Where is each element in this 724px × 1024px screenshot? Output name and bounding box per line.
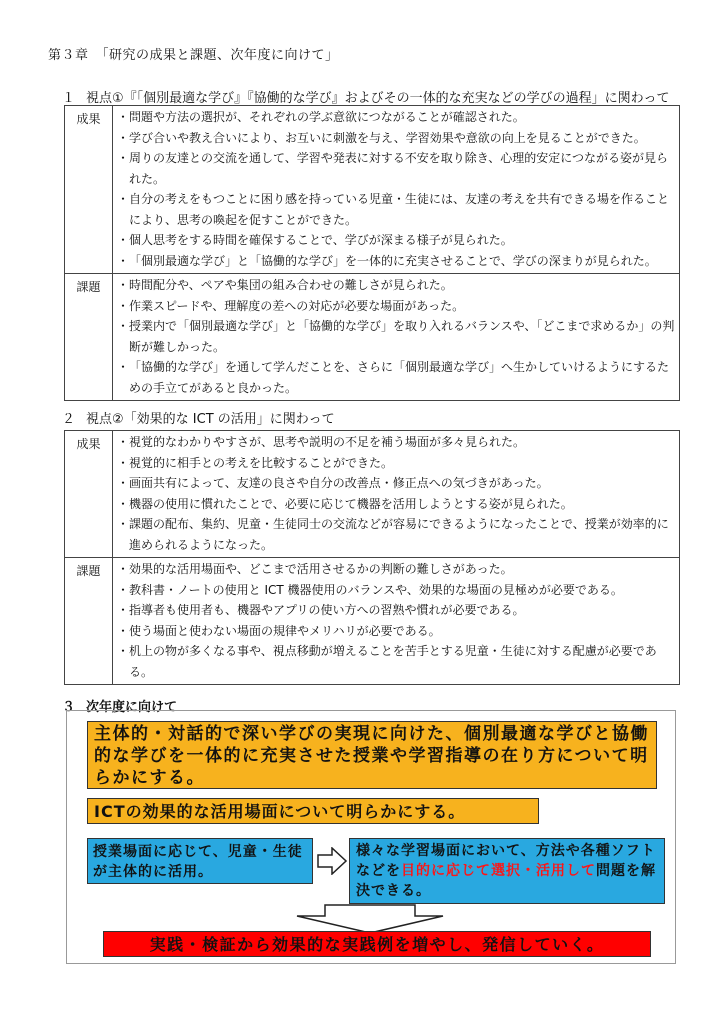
section1-title: 視点①『「個別最適な学び』『協働的な学び』およびその一体的な充実などの学びの過程」に関わって [86,91,670,106]
right-arrow-icon [317,847,347,875]
section1-issues-label: 課題 [65,274,113,401]
section3-number: ３ [62,700,76,715]
list-item-text: 授業内で「個別最適な学び」と「協働的な学び」を取り入れるバランスや、「どこまで求めるか」の判断が難しかった。 [129,319,675,354]
bullet-icon: ・ [117,455,130,470]
bullet-icon: ・ [117,360,130,374]
bullet-icon: ・ [117,130,130,145]
list-item [117,189,675,230]
chapter-title: 第３章 「研究の成果と課題、次年度に向けて」 [48,48,339,63]
section1-results-row [65,106,680,274]
list-item [117,621,675,642]
list-item-text: 機器の使用に慣れたことで、必要に応じて機器を活用しようとする姿が見られた。 [129,496,573,511]
list-item-text: 「個別最適な学び」と「協働的な学び」を一体的に充実させることで、学びの深まりが見られた。 [129,253,657,268]
ict-goal-box: ICTの効果的な活用場面について明らかにする。 [87,798,539,824]
list-item-text: 指導者も使用者も、機器やアプリの使い方への習熟や慣れが必要である。 [129,603,525,617]
bullet-icon: ・ [117,151,130,165]
list-item-text: 作業スピードや、理解度の差への対応が必要な場面があった。 [129,298,465,313]
list-item [117,316,675,357]
list-item [117,641,675,682]
list-item-text: 課題の配布、集約、児童・生徒同士の交流などが容易にできるようになったことで、授業が効率的に進められるようになった。 [129,517,669,552]
list-item [117,251,675,272]
list-item-text: 周りの友達との交流を通して、学習や発表に対する不安を取り除き、心理的安定につながる姿が見られた。 [129,151,669,186]
bullet-icon: ・ [117,278,130,292]
list-item-text: 個人思考をする時間を確保することで、学びが深まる様子が見られた。 [129,233,513,247]
list-item-text: 机上の物が多くなる事や、視点移動が増えることを苦手とする児童・生徒に対する配慮が必要である。 [129,644,657,679]
list-item [117,600,675,621]
list-item [117,357,675,398]
list-item [117,494,675,515]
bullet-icon: ・ [117,192,130,206]
list-item-text: 学び合いや教え合いにより、お互いに刺激を与え、学習効果や意欲の向上を見ることができた。 [129,130,646,145]
section2-title: 視点②「効果的な ICT の活用」に関わって [86,412,335,427]
down-arrow-icon [295,904,445,934]
list-item [117,148,675,189]
bullet-icon: ・ [117,233,130,247]
section2-results-row [65,431,680,558]
section2-heading [62,408,335,427]
list-item [117,580,675,601]
bullet-icon: ・ [117,110,130,124]
section3-title: 次年度に向けて [86,700,178,715]
list-item-text: 効果的な活用場面や、どこまで活用させるかの判断の難しさがあった。 [129,562,513,576]
section1-issues-row [65,274,680,401]
list-item-text: 問題や方法の選択が、それぞれの学ぶ意欲につながることが確認された。 [129,110,525,124]
bullet-icon: ・ [117,496,130,511]
list-item-text: 視覚的に相手との考えを比較することができた。 [129,455,394,470]
bullet-icon: ・ [117,476,130,490]
bullet-icon: ・ [117,319,130,333]
bullet-icon: ・ [117,562,130,576]
section1-results-label: 成果 [65,106,113,274]
bullet-icon: ・ [117,644,130,658]
section2-issues-row [65,558,680,685]
list-item [117,107,675,128]
section2-issues-label: 課題 [65,558,113,685]
main-goal-box: 主体的・対話的で深い学びの実現に向けた、個別最適な学びと協働的な学びを一体的に充実させた授業や学習指導の在り方について明らかにする。 [87,721,657,789]
next-year-plan-diagram [66,710,676,964]
section2-issues-list [113,558,680,685]
list-item-text: 画面共有によって、友達の良さや自分の改善点・修正点への気づきがあった。 [129,476,549,490]
list-item-text: 視覚的なわかりやすさが、思考や説明の不足を補う場面が多々見られた。 [129,435,526,449]
section2-number: ２ [62,412,76,427]
list-item [117,559,675,580]
problem-solving-highlight: 目的に応じて選択・活用して [401,863,596,879]
section1-heading [62,87,670,106]
student-use-box: 授業場面に応じて、児童・生徒が主体的に活用。 [87,838,313,884]
problem-solving-box [349,838,665,904]
section2-table [64,430,680,685]
conclusion-box: 実践・検証から効果的な実践例を増やし、発信していく。 [103,931,651,957]
section2-results-list [113,431,680,558]
list-item-text: 使う場面と使わない場面の規律やメリハリが必要である。 [129,623,441,638]
list-item [117,453,675,474]
section1-number: １ [62,91,76,106]
section1-table [64,105,680,401]
list-item [117,275,675,296]
list-item-text: 「協働的な学び」を通して学んだことを、さらに「個別最適な学び」へ生かしていけるようにするための手立てがあると良かった。 [129,360,670,395]
bullet-icon: ・ [117,623,130,638]
bullet-icon: ・ [117,603,130,617]
list-item [117,230,675,251]
list-item-text: 自分の考えをもつことに困り感を持っている児童・生徒には、友達の考えを共有できる場を作ることにより、思考の喚起を促すことができた。 [129,192,670,227]
list-item [117,128,675,149]
bullet-icon: ・ [117,298,130,313]
section1-results-list [113,106,680,274]
bullet-icon: ・ [117,435,130,449]
list-item-text: 教科書・ノートの使用と ICT 機器使用のバランスや、効果的な場面の見極めが必要である。 [129,582,623,597]
list-item [117,473,675,494]
section1-issues-list [113,274,680,401]
problem-solving-text-1: 様々な学習場面において、方法や各種ソフトなどを [356,843,656,879]
list-item [117,296,675,317]
list-item [117,432,675,453]
problem-solving-text-2: 問題を解決できる。 [356,863,656,899]
list-item-text: 時間配分や、ペアや集団の組み合わせの難しさが見られた。 [129,278,453,292]
section2-results-label: 成果 [65,431,113,558]
bullet-icon: ・ [117,582,130,597]
list-item [117,514,675,555]
bullet-icon: ・ [117,253,130,268]
bullet-icon: ・ [117,517,130,531]
